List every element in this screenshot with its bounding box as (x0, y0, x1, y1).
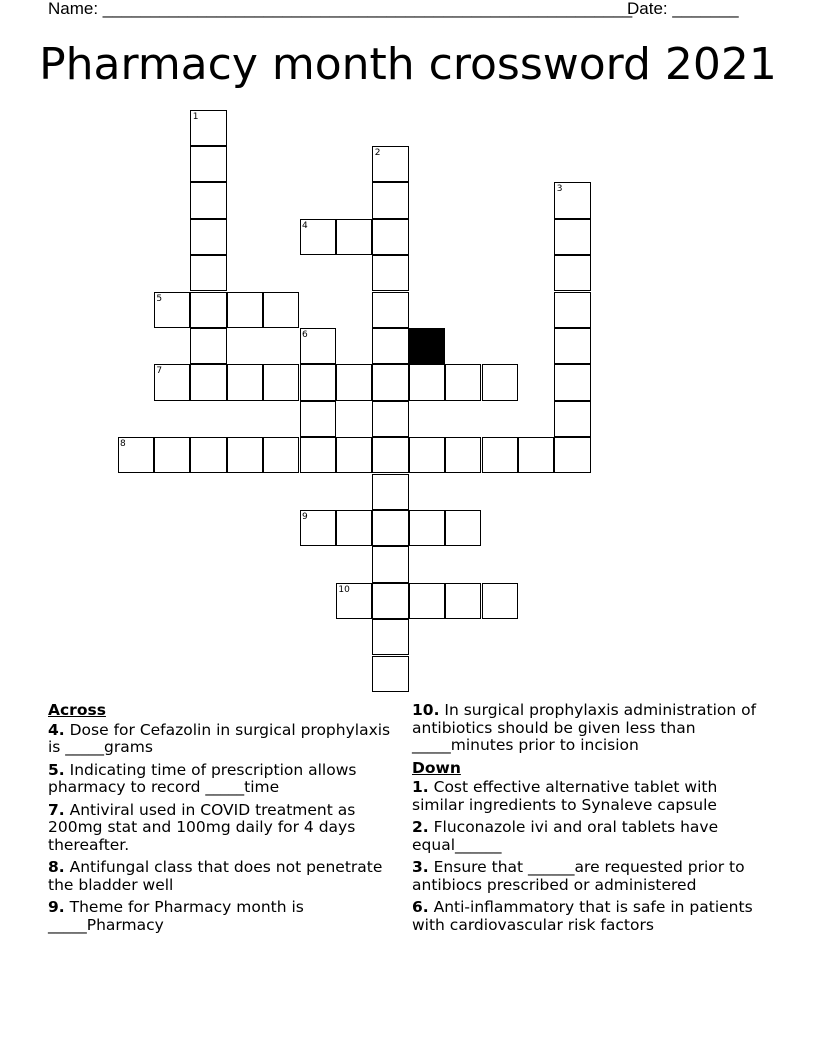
crossword-cell[interactable] (263, 437, 299, 473)
crossword-cell[interactable] (190, 328, 226, 364)
crossword-cell[interactable] (263, 292, 299, 328)
crossword-cell[interactable] (190, 146, 226, 182)
clue-down-6 (412, 899, 762, 934)
cell-number: 4 (302, 220, 308, 231)
cell-number: 1 (192, 111, 199, 122)
clues-left-column (48, 702, 393, 939)
crossword-cell[interactable] (445, 583, 481, 619)
clue-across-9 (48, 899, 393, 934)
clue-text: Fluconazole ivi and oral tablets have equal______ (412, 818, 719, 854)
clue-across-10 (412, 702, 762, 755)
crossword-cell[interactable] (409, 364, 445, 400)
crossword-cell[interactable] (445, 510, 481, 546)
crossword-cell[interactable] (154, 437, 190, 473)
crossword-cell[interactable] (372, 546, 408, 582)
crossword-cell[interactable] (227, 364, 263, 400)
crossword-cell[interactable] (554, 328, 590, 364)
crossword-cell[interactable] (300, 401, 336, 437)
crossword-cell[interactable] (300, 510, 336, 546)
clue-number: 4. (48, 720, 65, 739)
crossword-cell[interactable] (300, 437, 336, 473)
crossword-cell[interactable] (409, 437, 445, 473)
cell-number: 3 (556, 184, 563, 195)
clues-right-column (412, 702, 762, 939)
crossword-cell[interactable] (372, 401, 408, 437)
crossword-cell[interactable] (445, 437, 481, 473)
cell-number: 7 (156, 366, 163, 377)
crossword-cell[interactable] (372, 146, 408, 182)
clue-across-8 (48, 859, 393, 894)
crossword-cell[interactable] (554, 401, 590, 437)
crossword-cell[interactable] (554, 364, 590, 400)
clue-across-5 (48, 762, 393, 797)
crossword-cell[interactable] (190, 255, 226, 291)
crossword-cell[interactable] (300, 328, 336, 364)
cell-number: 2 (374, 147, 381, 158)
crossword-cell[interactable] (372, 328, 408, 364)
crossword-cell[interactable] (263, 364, 299, 400)
crossword-cell[interactable] (482, 364, 518, 400)
crossword-cell[interactable] (554, 437, 590, 473)
crossword-cell[interactable] (336, 510, 372, 546)
crossword-cell[interactable] (482, 437, 518, 473)
clue-text: Anti-inflammatory that is safe in patients with cardiovascular risk factors (412, 898, 753, 934)
crossword-cell[interactable] (554, 292, 590, 328)
date-field[interactable]: Date: _______ (627, 0, 739, 18)
cell-number: 8 (120, 439, 126, 450)
crossword-cell[interactable] (372, 437, 408, 473)
crossword-cell[interactable] (118, 437, 154, 473)
crossword-cell[interactable] (445, 364, 481, 400)
clue-number: 5. (48, 760, 65, 779)
crossword-cell[interactable] (372, 583, 408, 619)
across-heading: Across (48, 701, 106, 719)
crossword-cell[interactable] (336, 583, 372, 619)
name-field[interactable]: Name: ________________________________________________________ (48, 0, 633, 18)
crossword-cell[interactable] (554, 219, 590, 255)
crossword-cell[interactable] (190, 219, 226, 255)
clue-number: 9. (48, 898, 65, 916)
crossword-cell[interactable] (154, 364, 190, 400)
crossword-cell[interactable] (300, 364, 336, 400)
crossword-cell[interactable] (227, 292, 263, 328)
cell-number: 10 (338, 584, 350, 595)
crossword-cell[interactable] (372, 474, 408, 510)
crossword-cell[interactable] (372, 510, 408, 546)
crossword-cell[interactable] (190, 110, 226, 146)
clue-text: In surgical prophylaxis administration of antibiotics should be given less than _____minutes prior to incision (412, 701, 757, 754)
crossword-cell[interactable] (190, 364, 226, 400)
crossword-black-cell (409, 328, 445, 364)
crossword-cell[interactable] (554, 255, 590, 291)
crossword-cell[interactable] (372, 219, 408, 255)
clue-text: Dose for Cefazolin in surgical prophylaxis is _____grams (48, 720, 391, 756)
crossword-cell[interactable] (336, 219, 372, 255)
crossword-cell[interactable] (482, 583, 518, 619)
crossword-cell[interactable] (372, 619, 408, 655)
page-title: Pharmacy month crossword 2021 (39, 39, 777, 90)
crossword-cell[interactable] (154, 292, 190, 328)
clue-text: Ensure that ______are requested prior to antibiocs prescribed or administered (412, 858, 745, 894)
clue-text: Indicating time of prescription allows pharmacy to record _____time (48, 760, 357, 796)
clue-number: 10. (412, 701, 440, 719)
clue-across-7 (48, 802, 393, 855)
crossword-cell[interactable] (518, 437, 554, 473)
clue-number: 8. (48, 858, 65, 876)
cell-number: 6 (302, 329, 308, 340)
clue-number: 6. (412, 898, 429, 916)
clue-text: Antifungal class that does not penetrate the bladder well (48, 858, 383, 894)
crossword-cell[interactable] (372, 255, 408, 291)
clue-down-2 (412, 819, 762, 854)
clue-number: 2. (412, 818, 429, 836)
crossword-cell[interactable] (409, 583, 445, 619)
crossword-cell[interactable] (190, 292, 226, 328)
down-heading: Down (412, 758, 461, 777)
crossword-cell[interactable] (336, 364, 372, 400)
clue-text: Antiviral used in COVID treatment as 200mg stat and 100mg daily for 4 days thereafter. (48, 800, 356, 854)
crossword-cell[interactable] (372, 656, 408, 692)
clue-down-3 (412, 859, 762, 894)
crossword-cell[interactable] (372, 182, 408, 218)
crossword-cell[interactable] (300, 219, 336, 255)
cell-number: 9 (302, 511, 308, 522)
clue-number: 3. (412, 858, 429, 876)
clue-number: 7. (48, 800, 65, 819)
crossword-cell[interactable] (227, 437, 263, 473)
crossword-cell[interactable] (336, 437, 372, 473)
crossword-cell[interactable] (409, 510, 445, 546)
cell-number: 5 (156, 293, 163, 304)
clue-text: Cost effective alternative tablet with similar ingredients to Synaleve capsule (412, 778, 718, 814)
crossword-cell[interactable] (190, 437, 226, 473)
crossword-cell[interactable] (190, 182, 226, 218)
clue-text: Theme for Pharmacy month is _____Pharmacy (48, 898, 304, 934)
clue-number: 1. (412, 778, 429, 796)
clue-down-1 (412, 779, 762, 814)
crossword-cell[interactable] (372, 292, 408, 328)
clue-across-4 (48, 722, 393, 757)
crossword-cell[interactable] (372, 364, 408, 400)
crossword-cell[interactable] (554, 182, 590, 218)
